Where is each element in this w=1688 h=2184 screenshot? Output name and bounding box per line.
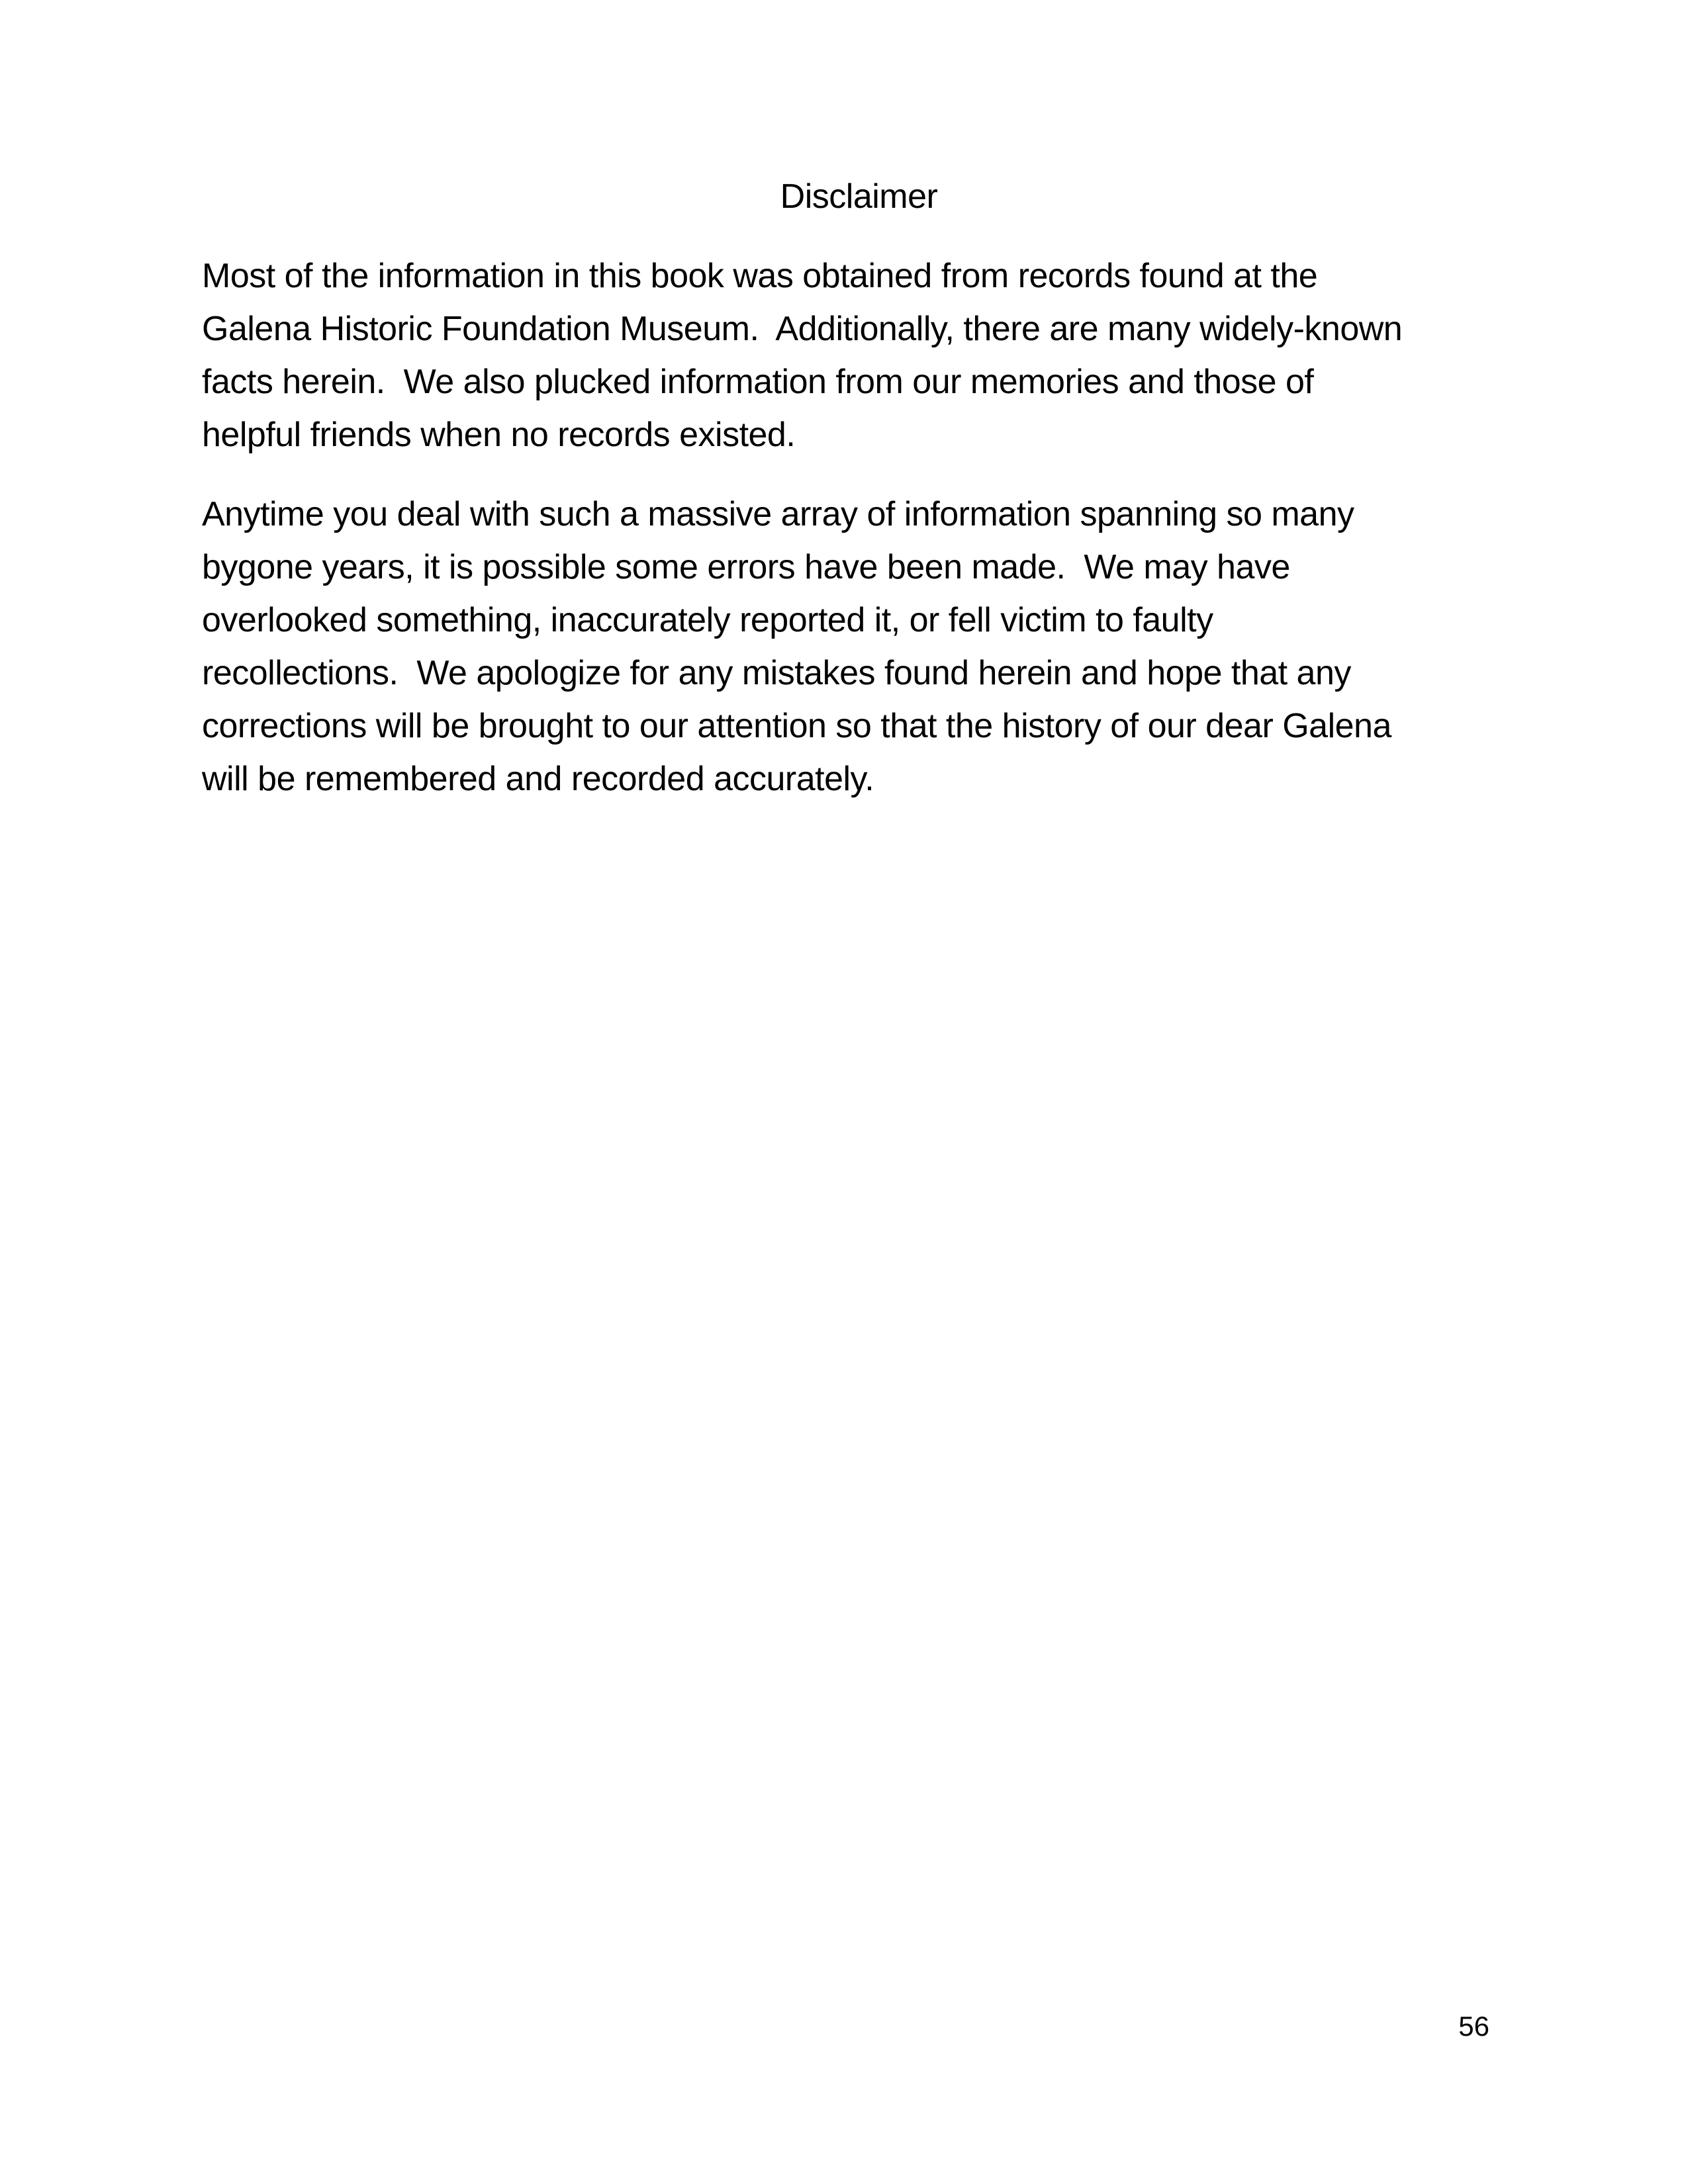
text-line: will be remembered and recorded accurately. [202, 760, 874, 798]
text-line: facts herein. We also plucked information from our memories and those of [202, 363, 1314, 401]
text-line: recollections. We apologize for any mistakes found herein and hope that any [202, 654, 1351, 692]
text-line: Galena Historic Foundation Museum. Additionally, there are many widely-known [202, 310, 1403, 348]
page-title: Disclaimer [780, 177, 938, 216]
text-line: Anytime you deal with such a massive array of information spanning so many [202, 495, 1354, 533]
text-line: Most of the information in this book was obtained from records found at the [202, 257, 1318, 295]
paragraph-disclaimer-errors [202, 488, 1516, 805]
text-line: overlooked something, inaccurately reported it, or fell victim to faulty [202, 601, 1213, 639]
text-line: corrections will be brought to our attention so that the history of our dear Galena [202, 707, 1391, 745]
document-content [0, 0, 1688, 805]
text-line: helpful friends when no records existed. [202, 416, 796, 454]
page-number: 56 [1458, 2011, 1489, 2042]
paragraph-disclaimer-sources [202, 250, 1516, 461]
text-line: bygone years, it is possible some errors have been made. We may have [202, 548, 1290, 586]
